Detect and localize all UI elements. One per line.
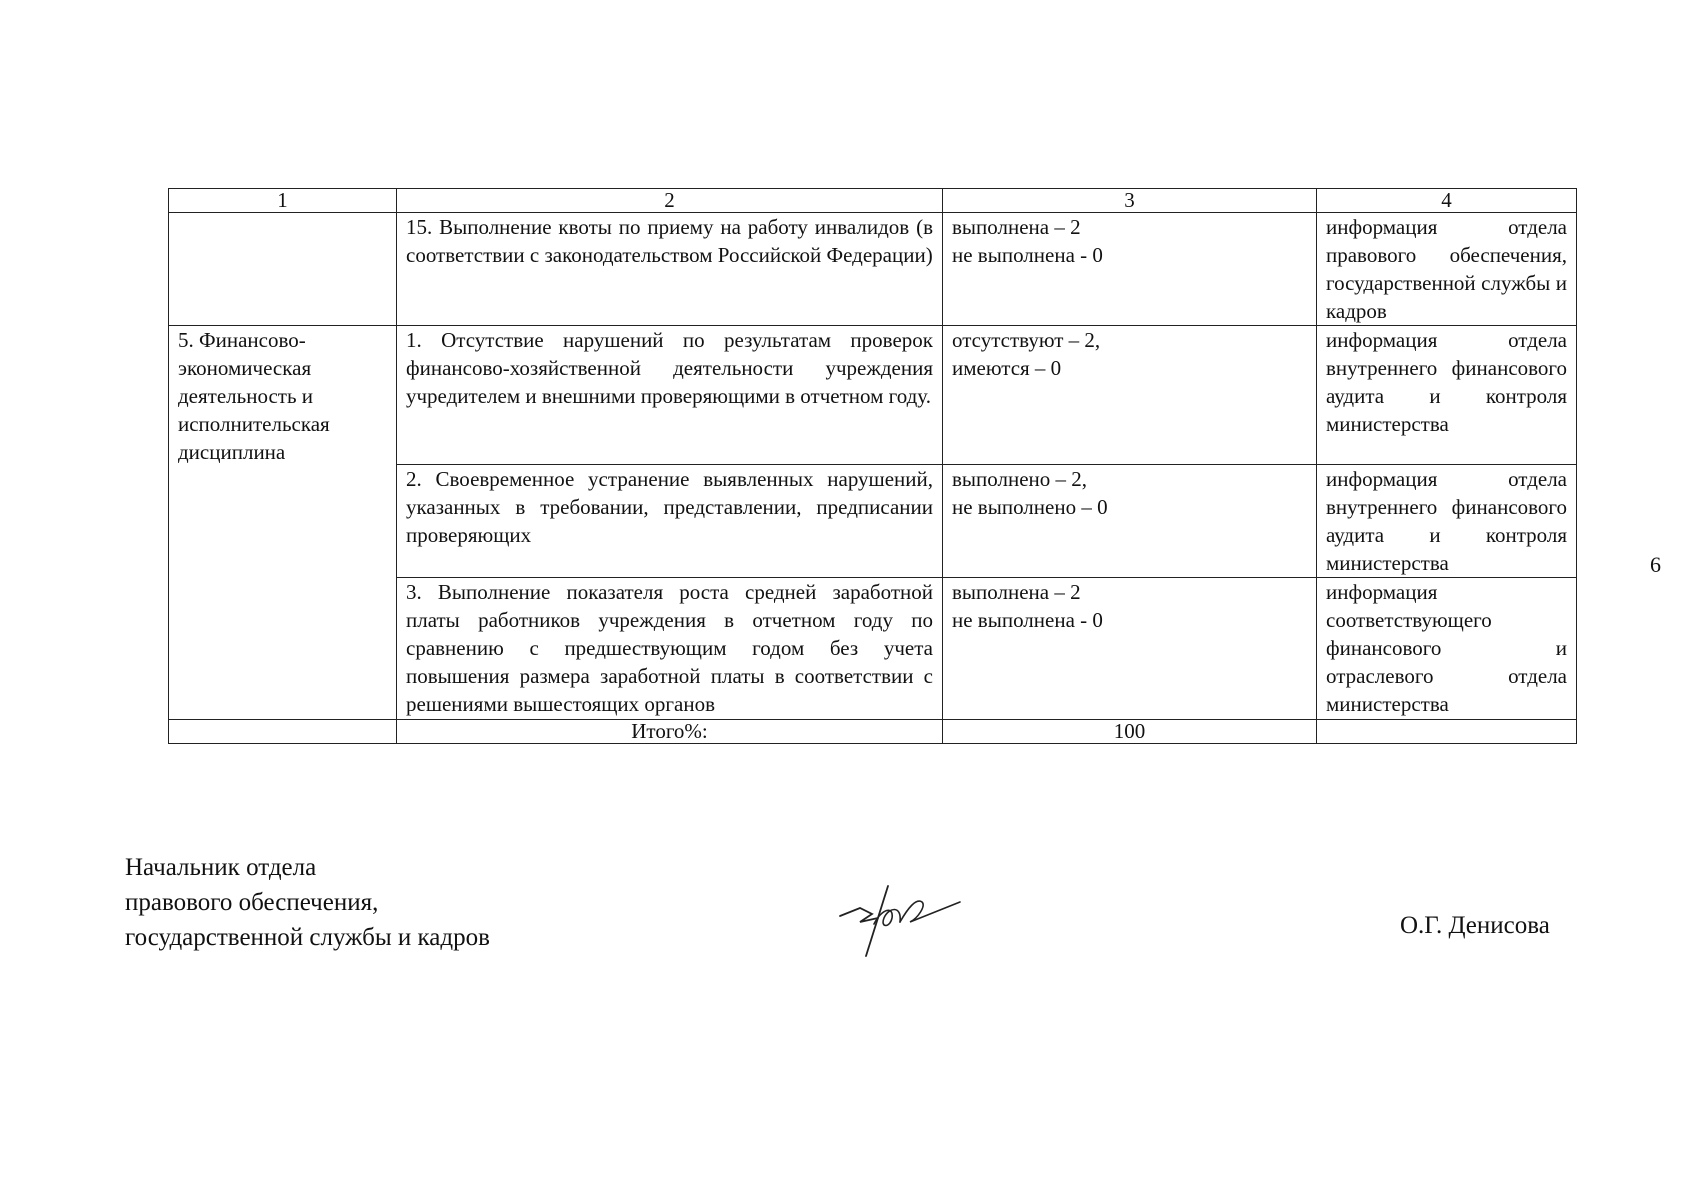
header-col-2: 2 (397, 189, 943, 213)
source-cell: информация отдела правового обеспечения, государственной службы и кадров (1317, 213, 1577, 326)
score-line: выполнена – 2 (952, 580, 1081, 604)
score-line: отсутствуют – 2, (952, 328, 1101, 352)
score-cell (943, 326, 1317, 465)
table-header-row (169, 189, 1577, 213)
signatory-position (125, 850, 490, 955)
score-line: имеются – 0 (952, 356, 1062, 380)
source-cell: информация отдела внутреннего финансового аудита и контроля министерства (1317, 465, 1577, 578)
source-cell: информация отдела внутреннего финансового аудита и контроля министерства (1317, 326, 1577, 465)
header-col-4: 4 (1317, 189, 1577, 213)
score-line: не выполнена - 0 (952, 608, 1103, 632)
criterion-cell: 1. Отсутствие нарушений по результатам проверок финансово-хозяйственной деятельности учреждения учредителем и внешними проверяющими в отчетном году. (397, 326, 943, 465)
total-value: 100 (943, 720, 1317, 744)
total-row (169, 720, 1577, 744)
criterion-cell: 3. Выполнение показателя роста средней заработной платы работников учреждения в отчетном году по сравнению с предшествующим годом без учета повышения размера заработной платы в соответствии с решениями вышестоящих органов (397, 578, 943, 720)
criterion-cell: 2. Своевременное устранение выявленных нарушений, указанных в требовании, представлении, предписании проверяющих (397, 465, 943, 578)
position-line: правового обеспечения, (125, 889, 379, 916)
criteria-table (168, 188, 1577, 744)
criterion-cell: 15. Выполнение квоты по приему на работу инвалидов (в соответствии с законодательством Российской Федерации) (397, 213, 943, 326)
position-line: Начальник отдела (125, 854, 317, 881)
handwritten-signature (830, 878, 970, 958)
table-row (169, 326, 1577, 465)
total-empty-cell (1317, 720, 1577, 744)
score-cell (943, 578, 1317, 720)
header-col-1: 1 (169, 189, 397, 213)
signatory-name: О.Г. Денисова (1400, 912, 1550, 939)
total-empty-cell (169, 720, 397, 744)
score-cell (943, 465, 1317, 578)
position-line: государственной службы и кадров (125, 924, 490, 951)
header-col-3: 3 (943, 189, 1317, 213)
table-row (169, 213, 1577, 326)
score-line: не выполнена - 0 (952, 243, 1103, 267)
category-cell (169, 213, 397, 326)
score-cell (943, 213, 1317, 326)
score-line: выполнено – 2, (952, 467, 1088, 491)
total-label: Итого%: (397, 720, 943, 744)
category-cell: 5. Финансово-экономическая деятельность и исполнительская дисциплина (169, 326, 397, 720)
page-number: 6 (1650, 552, 1661, 577)
source-cell: информация соответствующего финансового и отраслевого отдела министерства (1317, 578, 1577, 720)
score-line: не выполнено – 0 (952, 495, 1108, 519)
score-line: выполнена – 2 (952, 215, 1081, 239)
